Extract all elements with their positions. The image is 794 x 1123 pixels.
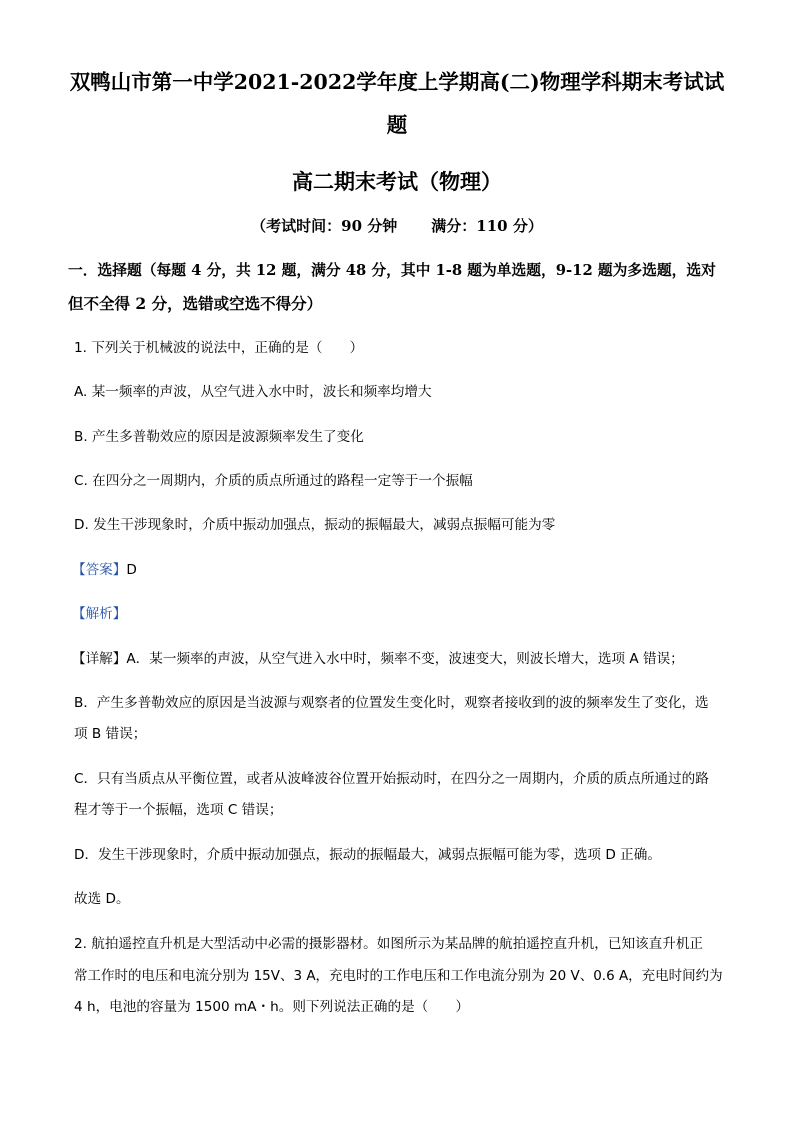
question-1-option-d: D. 发生干涉现象时，介质中振动加强点，振动的振幅最大，减弱点振幅可能为零 [74, 517, 556, 533]
exam-score: 满分：110 分） [431, 217, 543, 235]
detail-tag: 【详解】 [72, 651, 127, 667]
question-2-line-3: 4 h，电池的容量为 1500 mA・h。则下列说法正确的是（ ） [74, 999, 470, 1015]
document-title-line-2: 题 [386, 113, 408, 137]
question-1-conclusion: 故选 D。 [74, 891, 130, 907]
detail-a [72, 653, 724, 667]
exam-meta [0, 219, 794, 234]
section-heading-line-2: 但不全得 2 分，选错或空选不得分） [68, 294, 323, 313]
detail-c-line-2: 程才等于一个振幅，选项 C 错误； [74, 802, 283, 818]
detail-a-text: A．某一频率的声波，从空气进入水中时，频率不变，波速变大，则波长增大，选项 A 错误； [126, 651, 684, 667]
detail-c-line-1: C．只有当质点从平衡位置，或者从波峰波谷位置开始振动时，在四分之一周期内，介质的质点所通过的路 [74, 771, 709, 787]
question-1-option-c: C. 在四分之一周期内，介质的质点所通过的路程一定等于一个振幅 [74, 473, 473, 489]
section-heading-line-1: 一．选择题（每题 4 分，共 12 题，满分 48 分，其中 1-8 题为单选题，9-12 题为多选题，选对 [68, 262, 716, 279]
question-1-option-a: A. 某一频率的声波，从空气进入水中时，波长和频率均增大 [74, 384, 432, 400]
exam-time: （考试时间：90 分钟 [251, 217, 398, 235]
exam-subtitle: 高二期末考试（物理） [292, 169, 502, 194]
answer-tag: 【答案】 [72, 562, 127, 578]
question-1-option-b: B. 产生多普勒效应的原因是波源频率发生了变化 [74, 429, 364, 445]
document-title-line-1: 双鸭山市第一中学2021-2022学年度上学期高(二)物理学科期末考试试 [69, 70, 725, 94]
analysis-tag: 【解析】 [72, 606, 127, 622]
detail-b-line-1: B．产生多普勒效应的原因是当波源与观察者的位置发生变化时，观察者接收到的波的频率发生了变化，选 [74, 695, 709, 711]
question-2-line-1: 2. 航拍遥控直升机是大型活动中必需的摄影器材。如图所示为某品牌的航拍遥控直升机，已知该直升机正 [74, 936, 704, 952]
question-1-stem: 1. 下列关于机械波的说法中，正确的是（ ） [74, 340, 364, 356]
question-2-line-2: 常工作时的电压和电流分别为 15V、3 A，充电时的工作电压和工作电流分别为 20 V、0.6 A，充电时间约为 [74, 968, 723, 984]
detail-d: D．发生干涉现象时，介质中振动加强点，振动的振幅最大，减弱点振幅可能为零，选项 D 正确。 [74, 847, 661, 863]
answer-value: D [126, 562, 137, 578]
detail-b-line-2: 项 B 错误； [74, 726, 147, 742]
question-1-answer [72, 564, 724, 578]
